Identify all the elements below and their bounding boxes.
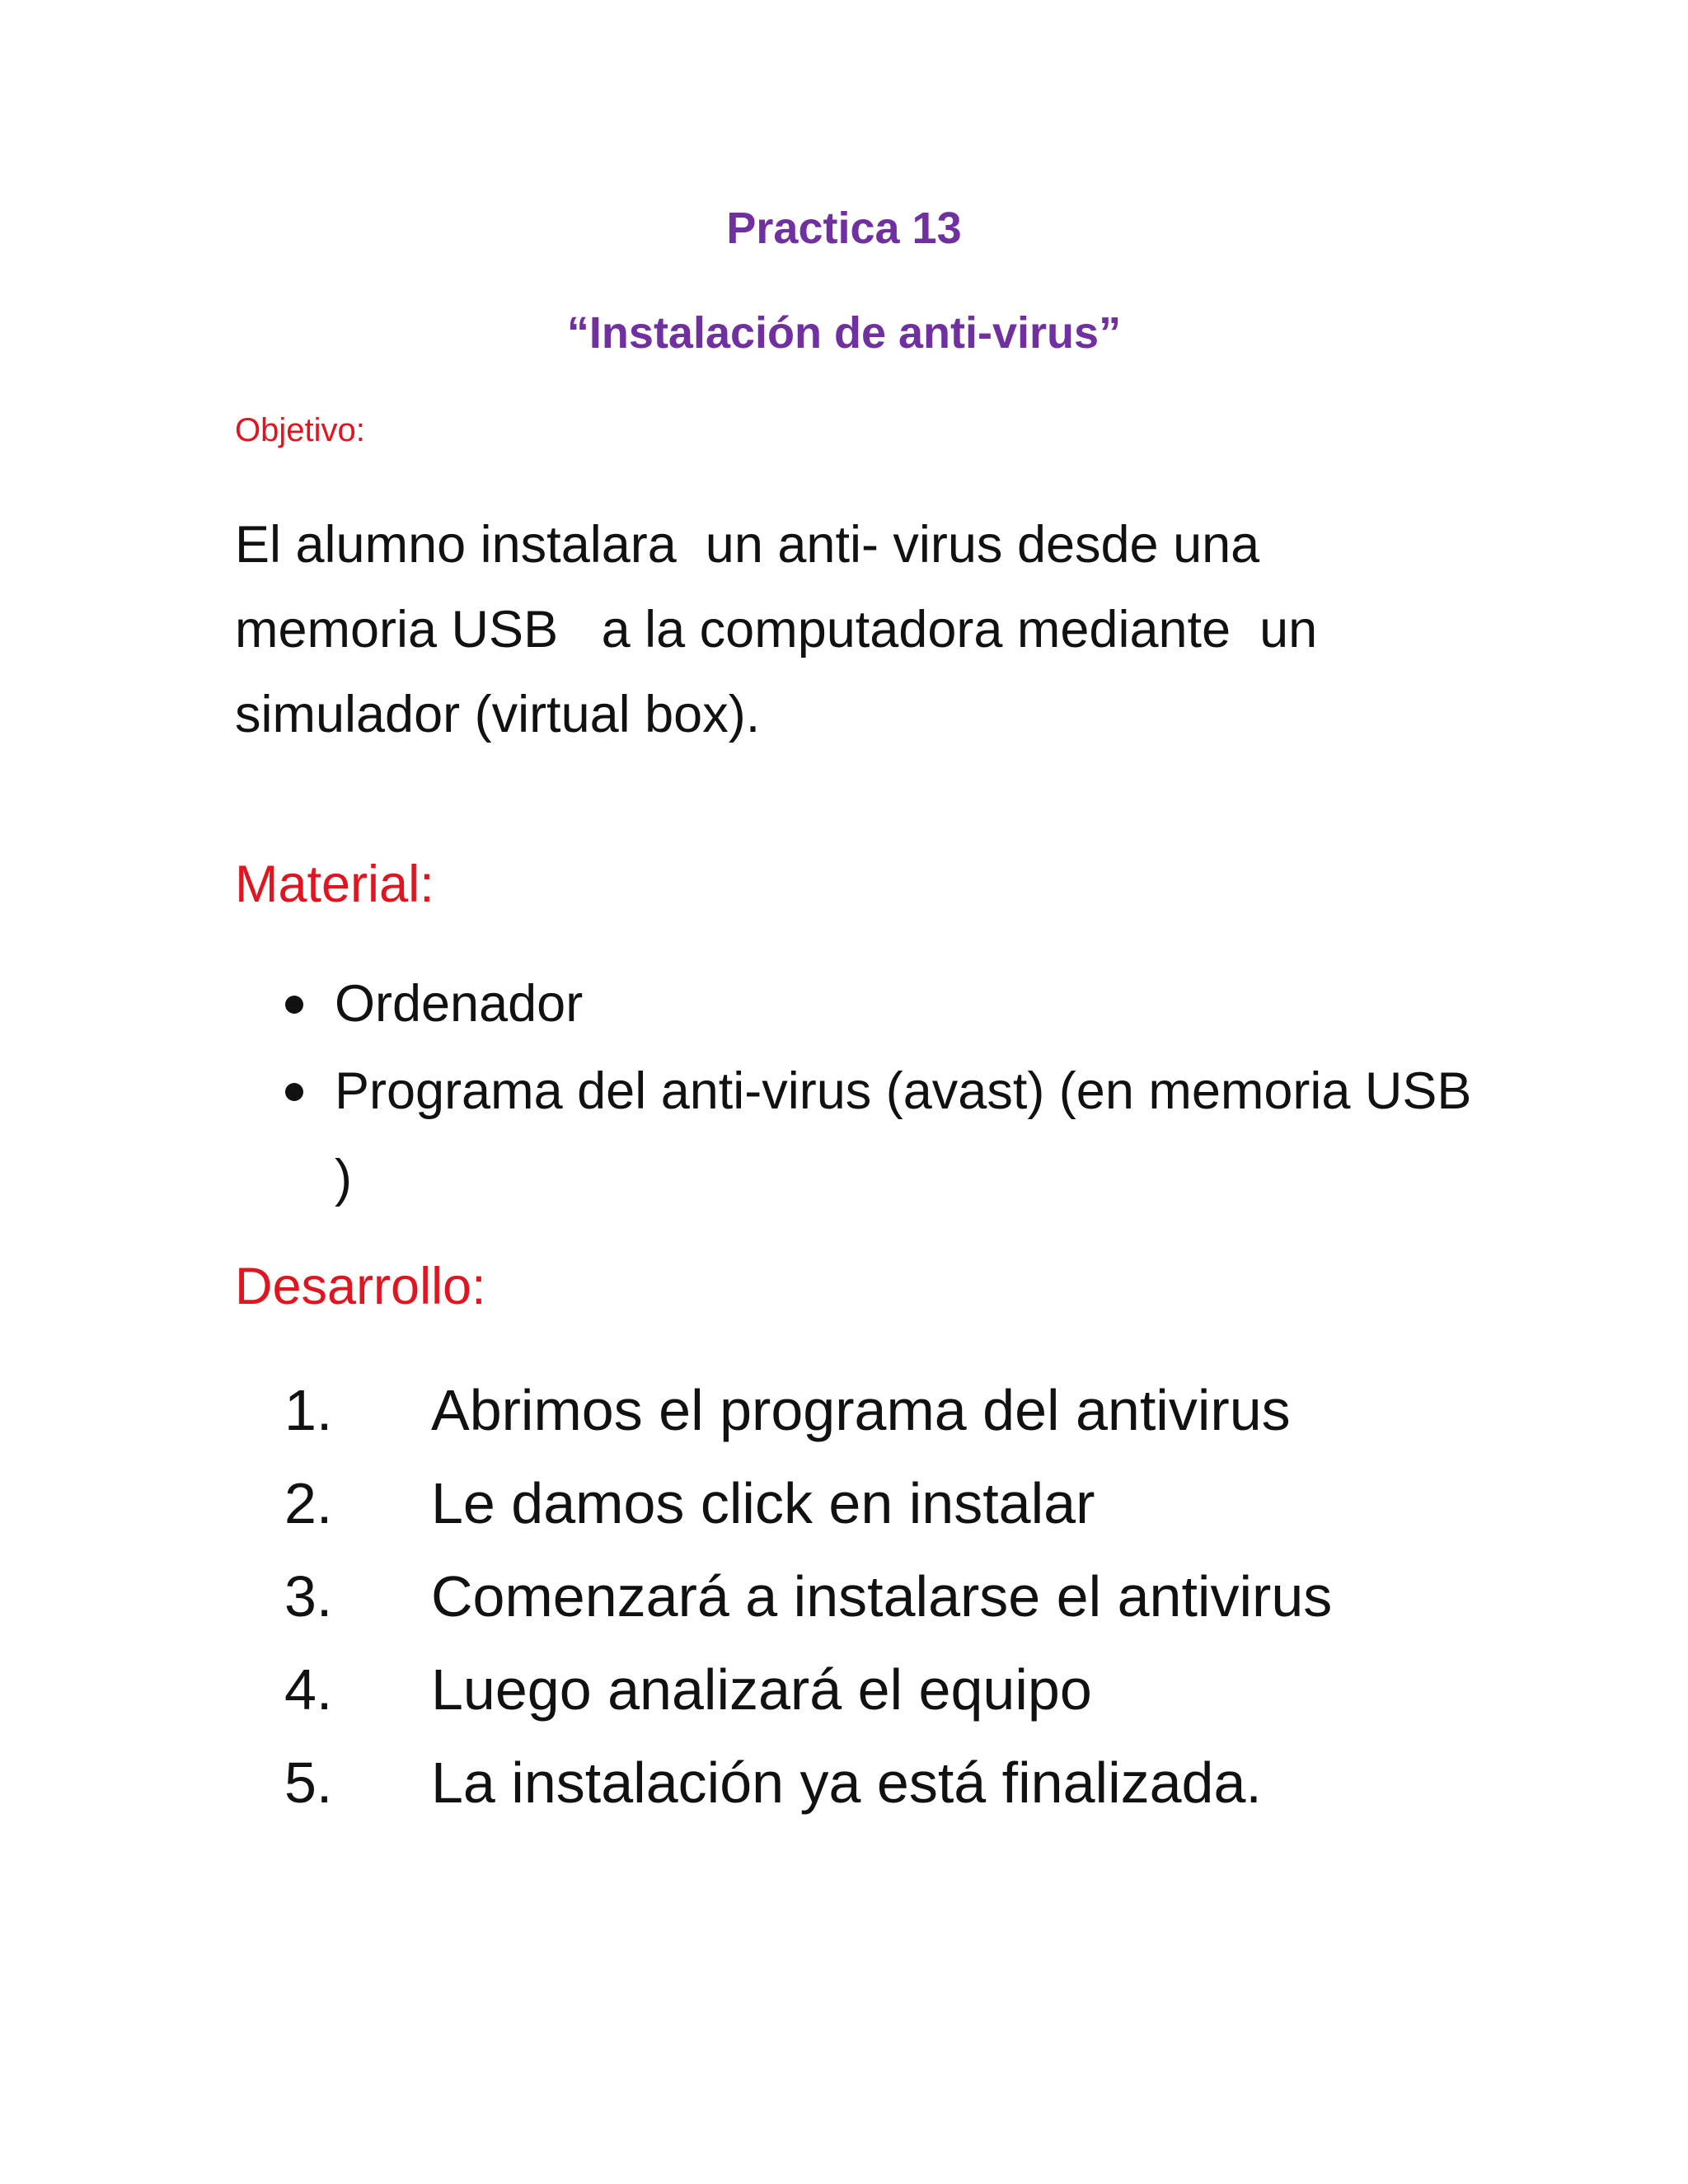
material-list-item (280, 1047, 1484, 1222)
material-item-text: Ordenador (335, 975, 584, 1033)
step-text: Le damos click en instalar (431, 1471, 1095, 1535)
step-text: Luego analizará el equipo (431, 1657, 1092, 1722)
step-number: 3. (284, 1564, 333, 1629)
step-text: La instalación ya está finalizada. (431, 1750, 1262, 1815)
step-number: 1. (284, 1378, 333, 1442)
step-number: 2. (284, 1471, 333, 1535)
step-text: Abrimos el programa del antivirus (431, 1378, 1291, 1442)
desarrollo-heading: Desarrollo: (235, 1258, 486, 1315)
material-item-text: Programa del anti-virus (avast) (en memoria USB ) (335, 1062, 1472, 1207)
bullet-icon (285, 1083, 303, 1101)
bullet-icon (285, 996, 303, 1014)
material-list (280, 960, 1484, 1222)
objetivo-line: El alumno instalara un anti- virus desde una (235, 516, 1260, 574)
material-heading: Material: (235, 855, 434, 913)
objetivo-paragraph (235, 503, 1488, 757)
step-number: 4. (284, 1657, 333, 1722)
document-title: Practica 13 (726, 204, 962, 253)
objetivo-line: simulador (virtual box). (235, 686, 761, 743)
material-list-item (280, 960, 1484, 1047)
objetivo-line: memoria USB a la computadora mediante un (235, 601, 1318, 658)
step-number: 5. (284, 1750, 333, 1815)
objetivo-label: Objetivo: (235, 412, 365, 448)
step-text: Comenzará a instalarse el antivirus (431, 1564, 1333, 1629)
document-subtitle: “Instalación de anti-virus” (566, 308, 1122, 358)
